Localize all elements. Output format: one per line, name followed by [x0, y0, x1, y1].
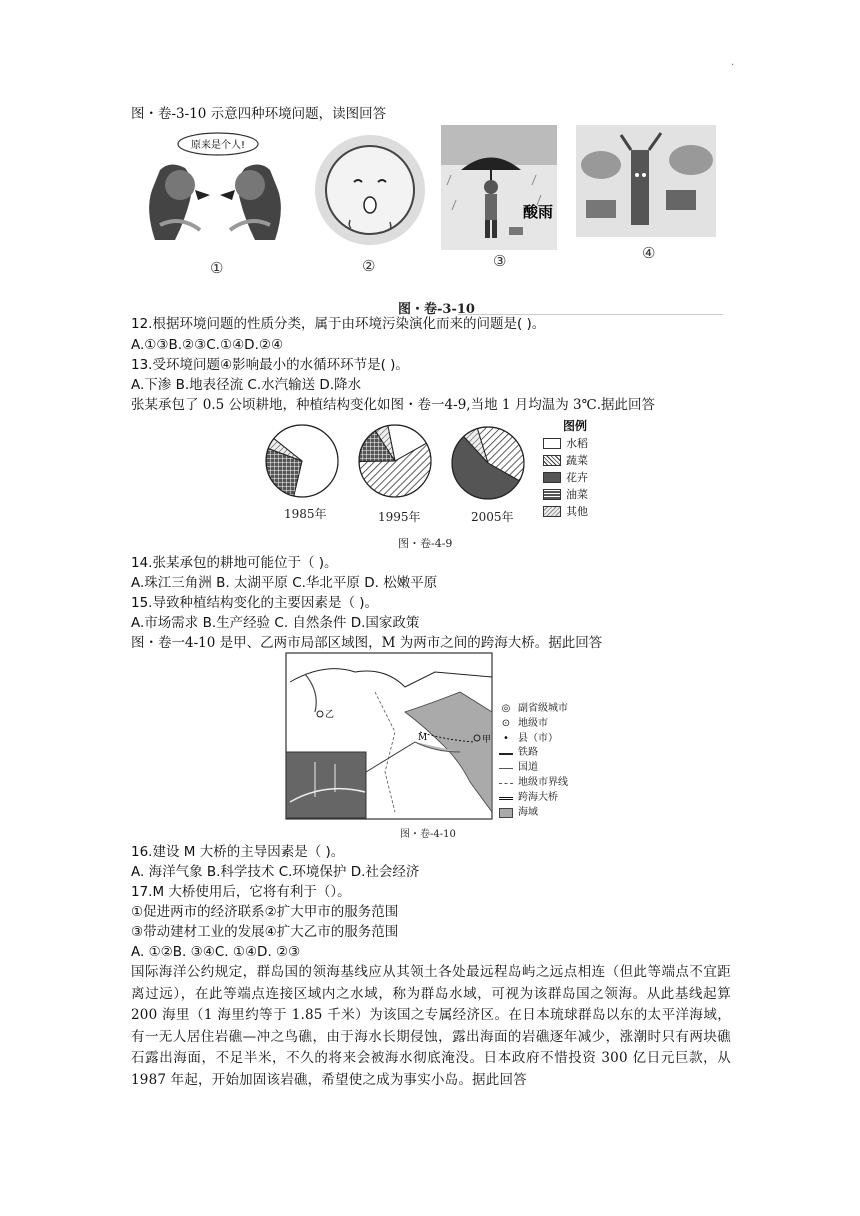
q17-line1: ①促进两市的经济联系②扩大甲市的服务范围: [131, 904, 399, 920]
q14-options: A.珠江三角洲 B. 太湖平原 C.华北平原 D. 松嫩平原: [131, 575, 438, 591]
fig2-intro: 张某承包了 0.5 公顷耕地，种植结构变化如图・卷一4-9,当地 1 月均温为 3℃.据此回答: [131, 397, 656, 413]
q16-stem: 16.建设 M 大桥的主导因素是（ )。: [131, 844, 345, 860]
legend-railway: [499, 746, 568, 761]
legend-text-6: 跨海大桥: [518, 791, 558, 803]
panel-label-4: ④: [642, 244, 656, 262]
q13-options: A.下渗 B.地表径流 C.水汽输送 D.降水: [131, 377, 362, 393]
q12-options: A.①③B.②③C.①④D.②④: [131, 337, 284, 353]
legend-text-3: 铁路: [518, 747, 538, 759]
legend-text-0: 副省级城市: [518, 703, 568, 714]
legend-county: [499, 732, 568, 747]
legend-icon-sea: [499, 808, 513, 818]
panel-3-acid-rain: [441, 125, 557, 250]
map-label-yi: 乙: [325, 710, 335, 720]
legend-national-road: [499, 761, 568, 776]
fig1-caption: 图・卷-3-10: [398, 302, 475, 317]
fig3-caption: 图・卷-4-10: [400, 829, 456, 840]
pie-year-1995: 1995年: [378, 510, 421, 524]
legend-text-4: 国道: [518, 762, 538, 774]
panel-label-3: ③: [493, 252, 507, 270]
legend-label-other: 其他: [566, 505, 588, 518]
q17-stem: 17.M 大桥使用后，它将有利于（）。: [131, 884, 351, 900]
passage-text: 国际海洋公约规定，群岛国的领海基线应从其领土各处最远程岛屿之远点相连（但此等端点不宜距离过远），在此等端点连接区域内之水域，称为群岛水域，可视为该群岛国之领海。从此基线起算 200 海里（1 海里约等于 1.85 千米）为该国之专属经济区。在日本琉球群岛以东的太平洋海域，有一无人居住岩礁—冲之鸟礁，由于海水长期侵蚀，露出海面的岩礁逐年减少，涨潮时只有两块礁石露出海面，不足半米，不久的将来会被海水彻底淹没。日本政府不惜投资 300 亿日元巨款，从 1987 年起，开始加固该岩礁，希望使之成为事实小岛。据此回答: [131, 964, 731, 1088]
legend-icon-dotted-circle: ⊙: [501, 717, 511, 729]
legend-icon-railway: [499, 753, 513, 755]
map-label-jia: 甲: [482, 735, 492, 745]
q14-stem: 14.张某承包的耕地可能位于（ )。: [131, 555, 338, 571]
q17-line2: ③带动建材工业的发展④扩大乙市的服务范围: [131, 924, 399, 940]
fig1-intro: 图・卷-3-10 示意四种环境问题，读图回答: [131, 106, 387, 122]
legend-item-rapeseed: [543, 486, 588, 503]
legend-text-5: 地级市界线: [518, 776, 568, 788]
legend-sea-bridge: [499, 791, 568, 806]
panel-1-noise: [140, 130, 290, 255]
deforestation-illustration: [576, 125, 716, 237]
map-label-m: M: [418, 733, 428, 743]
legend-label-flower: 花卉: [566, 471, 588, 484]
pie-legend: [543, 418, 588, 520]
fig2-caption: 图・卷-4-9: [398, 537, 453, 550]
map-legend: [499, 702, 568, 820]
legend-icon-road: [499, 768, 513, 769]
fig3-intro: 图・卷一4-10 是甲、乙两市局部区域图，M 为两市之间的跨海大桥。据此回答: [131, 635, 603, 651]
swatch-rapeseed: [543, 489, 561, 500]
swatch-rice: [543, 438, 561, 449]
panel-label-2: ②: [362, 257, 376, 275]
panel-4-deforestation: [576, 125, 716, 237]
legend-item-other: [543, 503, 588, 520]
swatch-vegetable: [543, 455, 561, 466]
legend-item-rice: [543, 435, 588, 452]
panel-label-1: ①: [210, 259, 224, 277]
q16-options: A. 海洋气象 B.科学技术 C.环境保护 D.社会经济: [131, 864, 420, 880]
corner-dot: ·: [731, 60, 735, 71]
legend-prefecture-city: [499, 717, 568, 732]
legend-icon-boundary: [499, 783, 513, 784]
q17-options: A. ①②B. ③④C. ①④D. ②③: [131, 944, 301, 960]
legend-text-1: 地级市: [518, 717, 548, 729]
legend-item-flower: [543, 469, 588, 486]
legend-sea-area: [499, 806, 568, 821]
q12-stem: 12.根据环境问题的性质分类，属于由环境污染演化而来的问题是( )。: [131, 316, 546, 332]
q15-stem: 15.导致种植结构变化的主要因素是（ )。: [131, 595, 379, 611]
swatch-other: [543, 506, 561, 517]
q13-stem: 13.受环境问题④影响最小的水循环环节是( )。: [131, 357, 409, 373]
legend-boundary: [499, 776, 568, 791]
legend-icon-bridge: [499, 797, 513, 800]
acid-rain-illustration: [441, 125, 557, 250]
swatch-flower: [543, 472, 561, 483]
pie-legend-title: 图例: [563, 419, 588, 433]
legend-icon-dot: •: [503, 732, 509, 744]
pie-year-2005: 2005年: [471, 510, 514, 524]
bridge-photo-inset: [286, 752, 366, 818]
q15-options: A.市场需求 B.生产经验 C. 自然条件 D.国家政策: [131, 615, 420, 631]
legend-label-rapeseed: 油菜: [566, 488, 588, 501]
legend-label-vegetable: 蔬菜: [566, 454, 588, 467]
acid-rain-label: 酸雨: [523, 203, 554, 221]
panel-2-heat: [310, 130, 430, 250]
legend-text-2: 县（市）: [518, 732, 558, 744]
noise-illustration: [140, 130, 290, 255]
legend-sub-provincial-city: [499, 702, 568, 717]
legend-text-7: 海域: [518, 806, 538, 818]
legend-label-rice: 水稻: [566, 437, 588, 450]
speech-bubble-text: 原来是个人!: [190, 140, 246, 151]
legend-item-vegetable: [543, 452, 588, 469]
heat-illustration: [310, 130, 430, 250]
legend-icon-double-circle: ◎: [501, 703, 511, 714]
pie-year-1985: 1985年: [284, 507, 327, 521]
